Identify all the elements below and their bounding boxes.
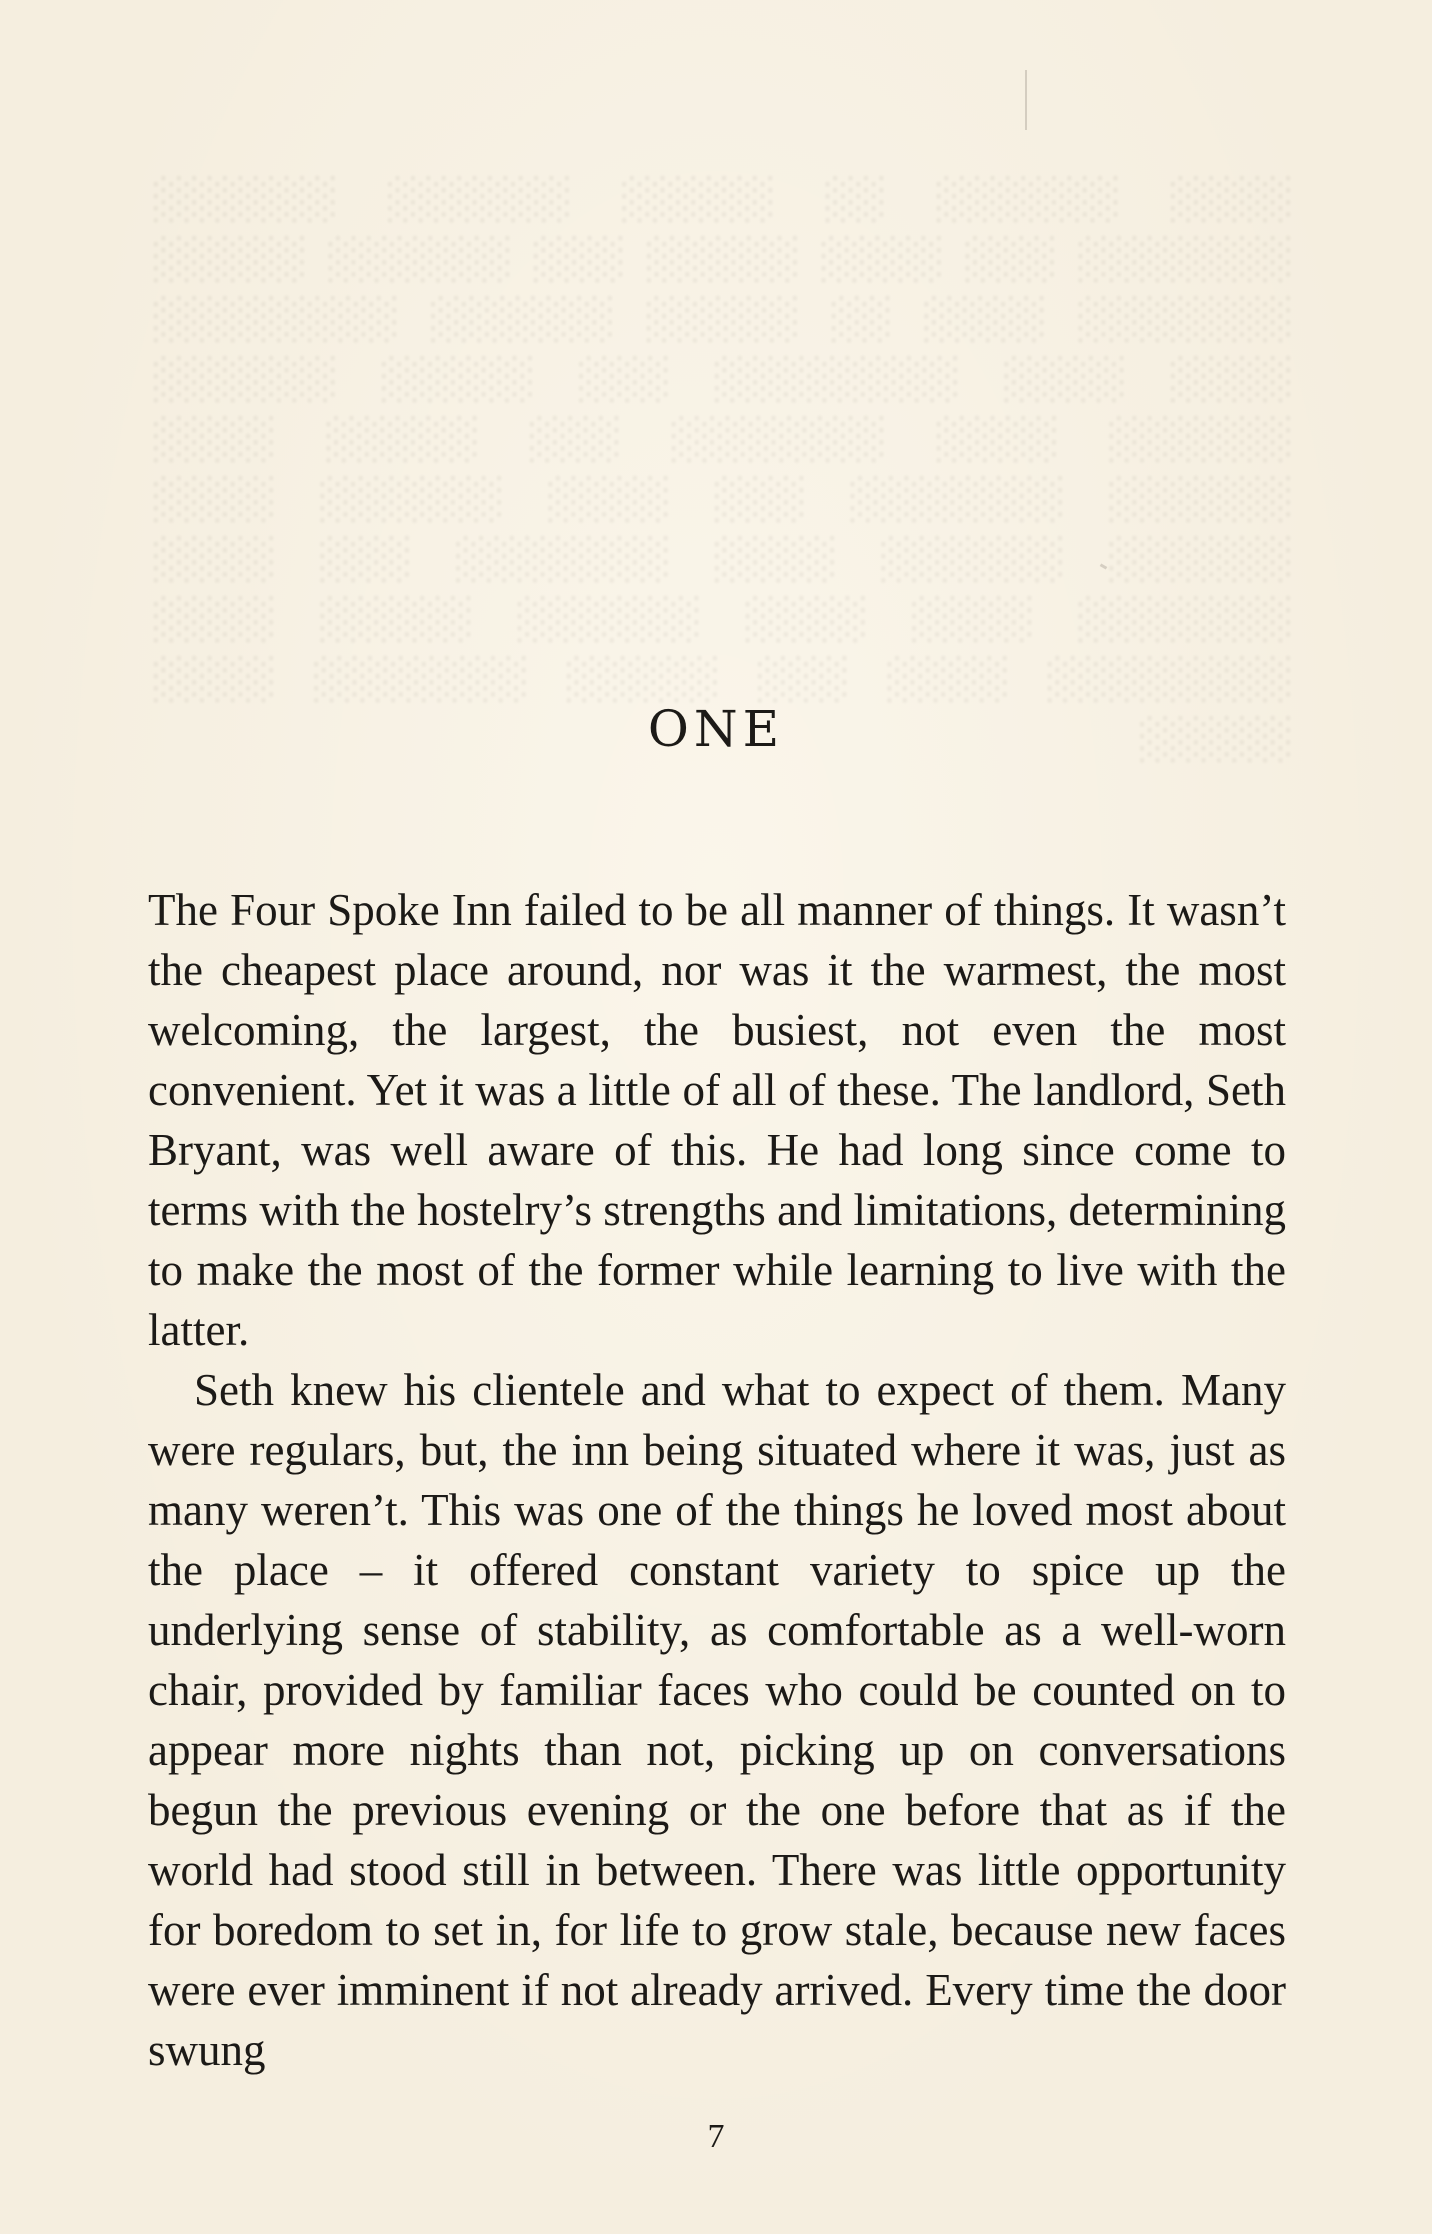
paragraph-1: The Four Spoke Inn failed to be all manner of things. It wasn’t the cheapest place around, nor was it the warmest, the most welcoming, the largest, the busiest, not even the most convenient. Yet it was a little of all of these. The landlord, Seth Bryant, was well aware of this. He had long since come to terms with the hostelry’s strengths and limitations, determining to make the most of the former while learning to live with the latter. bbox=[148, 885, 1286, 1355]
page-number: 7 bbox=[707, 2118, 725, 2155]
body-text bbox=[148, 880, 1286, 2080]
paragraph-2: Seth knew his clientele and what to expect of them. Many were regulars, but, the inn being situated where it was, just as many weren’t. This was one of the things he loved most about the place – it offered constant variety to spice up the underlying sense of stability, as comfortable as a well-worn chair, provided by familiar faces who could be counted on to appear more nights than not, picking up on conversations begun the previous evening or the one before that as if the world had stood still in between. There was little opportunity for boredom to set in, for life to grow stale, because new faces were ever imminent if not already arrived. Every time the door swung bbox=[148, 1365, 1286, 2075]
bleed-through-texture: ░░░░ ░░░░░░ ░░ ░░░░░ ░░░░░░ ░░░░░░ ░░░░░░░ ░░░ ░░░░ ░░░░░ ░░░ ░░░░░░ ░░░░░ ░░░░░░░ ░░░░ ░░ ░░░░░ ░░░░░░ ░░░░░░░░ ░░░░ ░░░░ ░░░░░░░░ ░░░ ░░░░░ ░░░░░░ ░░░░░░ ░░░░ ░░░░░░░ ░░░ ░░░░░ ░░░░ ░░░░░░ ░░░░░░░ ░░░ ░░░░ ░░░░░░ ░░░░ ░░░░░░ ░░░░░░ ░░░░ ░░░░░░░ ░░░ ░░░░ ░░░░░░░ ░░░░ ░░░░ ░░░░░░ ░░░░░ ░░░░ ░░░░░░░░ ░░░░ ░░░ ░░░░░ ░░░░░░░ ░░░░ ░░░░░ bbox=[150, 177, 1290, 763]
scan-artifact-line bbox=[1025, 70, 1027, 130]
chapter-title: ONE bbox=[647, 700, 785, 758]
